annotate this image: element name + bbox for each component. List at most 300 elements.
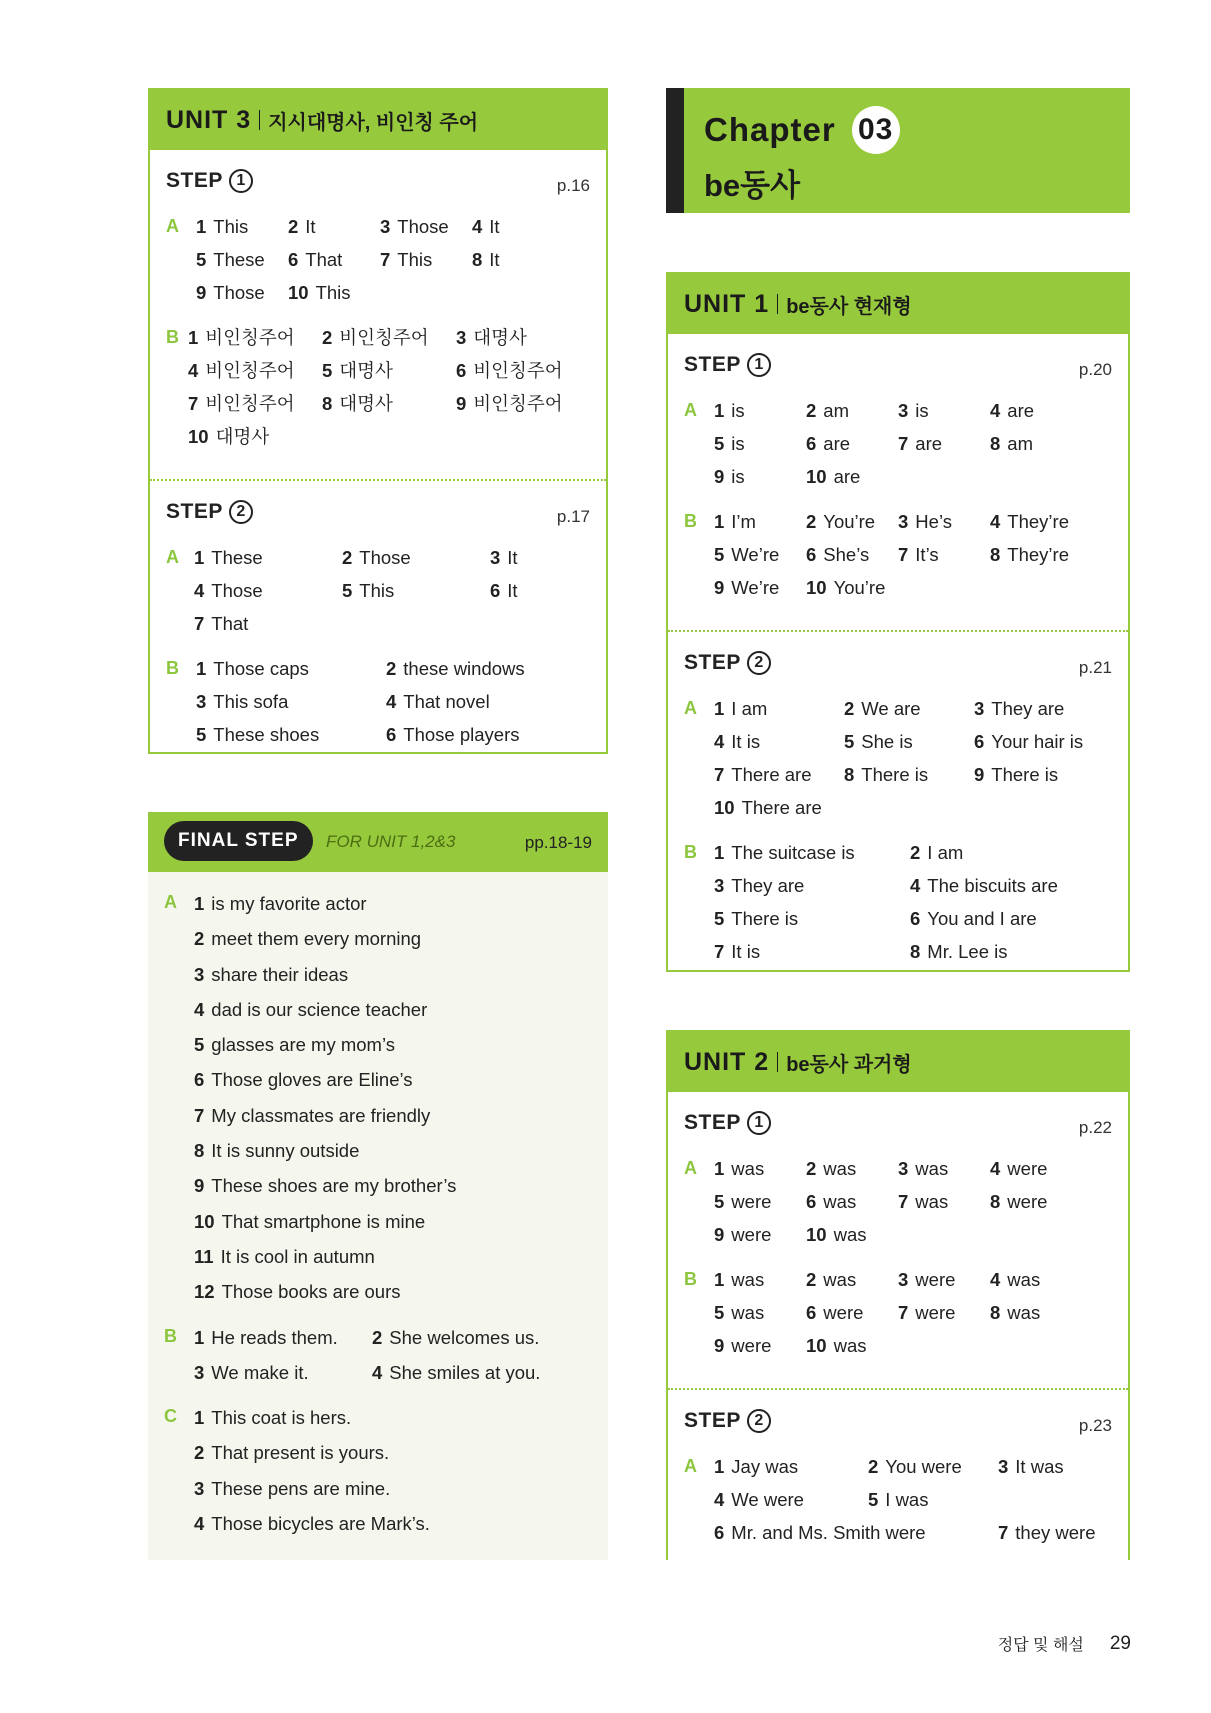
answer-item xyxy=(910,836,1106,869)
answer-grid xyxy=(714,394,1112,493)
step-number-badge: 1 xyxy=(229,169,253,193)
item-number: 4 xyxy=(188,360,199,381)
item-number: 8 xyxy=(194,1140,205,1162)
answer-item xyxy=(194,1355,372,1390)
answer-item xyxy=(194,1027,592,1062)
answer-item xyxy=(714,427,806,460)
answer-item xyxy=(990,394,1082,427)
answer-item xyxy=(288,243,380,276)
item-number: 7 xyxy=(898,544,909,565)
item-answer: The suitcase is xyxy=(731,842,855,863)
item-answer: It is xyxy=(731,941,761,962)
item-number: 9 xyxy=(456,393,467,414)
item-answer: was xyxy=(915,1158,949,1179)
answer-item xyxy=(322,387,456,420)
section-letter-a: A xyxy=(166,547,179,567)
item-number: 6 xyxy=(806,1191,817,1212)
chapter-title: be동사 xyxy=(704,168,801,203)
answer-item xyxy=(196,210,288,243)
item-answer: I’m xyxy=(731,511,756,532)
item-answer: She smiles at you. xyxy=(389,1361,541,1383)
answer-item xyxy=(196,652,386,685)
item-answer: It xyxy=(305,216,316,237)
item-answer: meet them every morning xyxy=(211,928,422,950)
item-number: 3 xyxy=(456,327,467,348)
item-answer: were xyxy=(915,1302,956,1323)
item-number: 6 xyxy=(806,1302,817,1323)
final-step-subtitle: FOR UNIT 1,2&3 xyxy=(326,832,456,851)
item-number: 1 xyxy=(714,1269,725,1290)
item-answer: She is xyxy=(861,731,913,752)
item-number: 8 xyxy=(990,1302,1001,1323)
item-answer: was xyxy=(823,1269,857,1290)
item-number: 9 xyxy=(714,466,725,487)
answer-grid xyxy=(188,321,590,453)
section-letter-a: A xyxy=(164,892,177,912)
answer-item xyxy=(372,1320,550,1355)
answer-item xyxy=(386,652,576,685)
item-number: 9 xyxy=(196,282,207,303)
answer-item xyxy=(806,1185,898,1218)
item-answer: am xyxy=(823,400,849,421)
item-number: 5 xyxy=(342,580,353,601)
unit-label: UNIT 3 xyxy=(166,105,252,134)
section-a xyxy=(684,1152,1112,1251)
item-answer: was xyxy=(731,1269,765,1290)
item-number: 2 xyxy=(342,547,353,568)
item-answer: Mr. Lee is xyxy=(927,941,1008,962)
answer-item xyxy=(714,869,910,902)
answer-item xyxy=(472,243,564,276)
item-answer: are xyxy=(823,433,851,454)
answer-item xyxy=(194,607,342,640)
item-answer: We’re xyxy=(731,577,780,598)
item-answer: 비인칭주어 xyxy=(339,327,429,348)
item-answer: It xyxy=(489,249,500,270)
item-answer: were xyxy=(1007,1158,1048,1179)
item-answer: There are xyxy=(731,764,812,785)
answer-item xyxy=(974,758,1104,791)
answer-grid xyxy=(714,836,1112,968)
step-2-section xyxy=(150,479,606,777)
item-answer: dad is our science teacher xyxy=(211,998,428,1020)
answer-item xyxy=(456,321,590,354)
answer-item xyxy=(714,538,806,571)
item-answer: She’s xyxy=(823,544,870,565)
answer-item xyxy=(196,718,386,751)
item-answer: There are xyxy=(741,797,822,818)
section-letter-b: B xyxy=(164,1325,177,1346)
item-answer: were xyxy=(1007,1191,1048,1212)
section-b xyxy=(166,652,590,751)
answer-item xyxy=(714,692,844,725)
section-letter-b: B xyxy=(684,511,697,531)
answer-grid xyxy=(714,1450,1112,1549)
answer-item xyxy=(990,1296,1082,1329)
step-number-badge: 1 xyxy=(747,353,771,377)
item-number: 5 xyxy=(844,731,855,752)
item-answer: These shoes are my brother’s xyxy=(211,1175,457,1197)
answer-grid xyxy=(196,652,590,751)
step-label: STEP xyxy=(166,169,223,192)
item-answer: These xyxy=(211,547,263,568)
item-number: 7 xyxy=(714,941,725,962)
item-number: 3 xyxy=(974,698,985,719)
answer-item xyxy=(990,427,1082,460)
item-number: 4 xyxy=(910,875,921,896)
item-answer: That smartphone is mine xyxy=(221,1210,426,1232)
answer-item xyxy=(196,276,288,309)
section-b xyxy=(166,321,590,453)
item-answer: You and I are xyxy=(927,908,1037,929)
item-number: 3 xyxy=(194,1361,205,1383)
page-footer xyxy=(998,1632,1131,1655)
item-answer: It is sunny outside xyxy=(211,1140,360,1162)
item-number: 9 xyxy=(974,764,985,785)
answer-item xyxy=(188,420,322,453)
item-answer: Those gloves are Eline’s xyxy=(211,1069,413,1091)
item-answer: 비인칭주어 xyxy=(205,393,295,414)
step-number-badge: 2 xyxy=(747,651,771,675)
item-number: 2 xyxy=(372,1326,383,1348)
answer-item xyxy=(714,1263,806,1296)
item-number: 2 xyxy=(806,1158,817,1179)
item-number: 6 xyxy=(806,433,817,454)
item-number: 6 xyxy=(288,249,299,270)
item-answer: That novel xyxy=(403,691,490,712)
unit-label: UNIT 1 xyxy=(684,289,770,318)
item-number: 3 xyxy=(898,1158,909,1179)
answer-item xyxy=(898,394,990,427)
answer-item xyxy=(386,685,576,718)
answer-item xyxy=(998,1516,1108,1549)
item-number: 9 xyxy=(714,1335,725,1356)
item-answer: It is xyxy=(731,731,761,752)
answer-item xyxy=(714,791,844,824)
page-ref: p.17 xyxy=(556,507,590,526)
answer-item xyxy=(806,1218,898,1251)
answer-item xyxy=(844,725,974,758)
item-answer: Those caps xyxy=(213,658,309,679)
section-a xyxy=(166,541,590,640)
item-answer: Those xyxy=(359,547,411,568)
item-answer: We make it. xyxy=(211,1361,309,1383)
answer-item xyxy=(194,574,342,607)
item-answer: It was xyxy=(1015,1456,1064,1477)
item-number: 9 xyxy=(194,1175,205,1197)
answer-item xyxy=(472,210,564,243)
answer-item xyxy=(714,902,910,935)
item-number: 4 xyxy=(194,1513,205,1535)
answer-item xyxy=(188,354,322,387)
item-number: 4 xyxy=(990,1269,1001,1290)
item-number: 4 xyxy=(194,580,205,601)
item-answer: 대명사 xyxy=(339,393,393,414)
answer-item xyxy=(990,1152,1082,1185)
item-number: 4 xyxy=(990,511,1001,532)
section-letter-b: B xyxy=(684,1269,697,1289)
item-number: 8 xyxy=(990,544,1001,565)
item-answer: is xyxy=(731,466,745,487)
answer-item xyxy=(194,1239,592,1274)
item-number: 7 xyxy=(380,249,391,270)
item-answer: Those bicycles are Mark’s. xyxy=(211,1513,430,1535)
answer-item xyxy=(868,1450,998,1483)
answer-item xyxy=(898,427,990,460)
item-number: 6 xyxy=(974,731,985,752)
item-number: 10 xyxy=(194,1210,215,1232)
answer-item xyxy=(844,758,974,791)
item-answer: 대명사 xyxy=(339,360,393,381)
step-2-section xyxy=(668,630,1128,994)
item-number: 2 xyxy=(806,511,817,532)
item-answer: There is xyxy=(861,764,929,785)
page-ref: pp.18-19 xyxy=(524,833,592,852)
answer-item xyxy=(380,210,472,243)
item-number: 12 xyxy=(194,1281,215,1303)
unit3-header xyxy=(150,90,606,150)
item-number: 11 xyxy=(194,1245,214,1267)
item-answer: It xyxy=(489,216,500,237)
section-a xyxy=(684,692,1112,824)
step-label: STEP xyxy=(684,1409,741,1432)
answer-item xyxy=(806,505,898,538)
answer-item xyxy=(974,725,1104,758)
answer-item xyxy=(386,718,576,751)
item-number: 8 xyxy=(472,249,483,270)
item-number: 5 xyxy=(714,1302,725,1323)
item-number: 1 xyxy=(714,698,725,719)
answer-item xyxy=(194,1506,592,1541)
answer-item xyxy=(714,1152,806,1185)
answer-item xyxy=(194,1400,592,1435)
answer-item xyxy=(194,1098,592,1133)
step-label: STEP xyxy=(684,1111,741,1134)
answer-item xyxy=(910,869,1106,902)
item-number: 4 xyxy=(386,691,397,712)
item-answer: Those books are ours xyxy=(221,1281,401,1303)
item-answer: These pens are mine. xyxy=(211,1477,391,1499)
item-answer: is my favorite actor xyxy=(211,893,367,914)
answer-item xyxy=(806,1296,898,1329)
item-number: 4 xyxy=(372,1361,383,1383)
item-answer: Jay was xyxy=(731,1456,799,1477)
item-answer: We’re xyxy=(731,544,780,565)
answer-item xyxy=(188,387,322,420)
divider xyxy=(777,294,778,314)
answer-grid xyxy=(714,692,1112,824)
item-number: 5 xyxy=(322,360,333,381)
item-answer: I am xyxy=(927,842,964,863)
item-number: 5 xyxy=(714,1191,725,1212)
item-answer: Those xyxy=(213,282,265,303)
item-answer: 비인칭주어 xyxy=(205,327,295,348)
item-number: 2 xyxy=(322,327,333,348)
answer-item xyxy=(288,276,380,309)
answer-item xyxy=(194,1168,592,1203)
step-heading xyxy=(684,350,1112,380)
item-number: 3 xyxy=(490,547,501,568)
answer-grid xyxy=(714,505,1112,604)
final-step-box xyxy=(148,812,608,1560)
answer-grid xyxy=(714,1152,1112,1251)
item-number: 2 xyxy=(386,658,397,679)
item-answer: is xyxy=(731,400,745,421)
step-label: STEP xyxy=(684,651,741,674)
item-number: 7 xyxy=(898,1302,909,1323)
answer-item xyxy=(714,725,844,758)
answer-item xyxy=(714,1296,806,1329)
answer-item xyxy=(714,505,806,538)
answer-item xyxy=(194,957,592,992)
item-answer: are xyxy=(833,466,861,487)
item-number: 1 xyxy=(194,1326,205,1348)
answer-item xyxy=(898,538,990,571)
item-number: 6 xyxy=(386,724,397,745)
item-answer: 대명사 xyxy=(215,426,270,447)
item-answer: The biscuits are xyxy=(927,875,1058,896)
item-answer: We were xyxy=(731,1489,804,1510)
item-answer: is xyxy=(915,400,929,421)
item-answer: You were xyxy=(885,1456,962,1477)
step-heading xyxy=(684,1108,1112,1138)
answer-item xyxy=(806,460,898,493)
answer-item xyxy=(194,1435,592,1470)
answer-item xyxy=(806,1263,898,1296)
item-answer: This xyxy=(315,282,351,303)
item-answer: It’s xyxy=(915,544,939,565)
answer-item xyxy=(714,1483,868,1516)
answer-item xyxy=(372,1355,550,1390)
section-a xyxy=(164,886,592,1310)
unit-title: be동사 과거형 xyxy=(786,1053,912,1076)
item-answer: was xyxy=(915,1191,949,1212)
answer-item xyxy=(714,935,910,968)
item-number: 7 xyxy=(714,764,725,785)
section-c xyxy=(164,1400,592,1541)
answer-item xyxy=(806,1152,898,1185)
item-number: 2 xyxy=(844,698,855,719)
footer-text: 정답 및 해설 xyxy=(997,1637,1084,1654)
item-answer: That present is yours. xyxy=(211,1442,390,1464)
item-answer: That xyxy=(305,249,343,270)
page-ref: p.20 xyxy=(1078,360,1112,379)
item-number: 1 xyxy=(194,547,205,568)
item-answer: were xyxy=(731,1191,772,1212)
item-number: 2 xyxy=(806,400,817,421)
item-answer: Those xyxy=(211,580,263,601)
item-answer: these windows xyxy=(403,658,525,679)
answer-grid xyxy=(194,886,592,1310)
step-heading xyxy=(166,166,590,196)
answer-item xyxy=(910,902,1106,935)
step-2-section xyxy=(668,1388,1128,1575)
answer-item xyxy=(990,1185,1082,1218)
item-answer: You’re xyxy=(823,511,876,532)
answer-item xyxy=(380,243,472,276)
item-number: 5 xyxy=(194,1034,205,1056)
step-label: STEP xyxy=(166,500,223,523)
item-number: 1 xyxy=(714,1158,725,1179)
answer-grid xyxy=(714,1263,1112,1362)
answer-item xyxy=(844,692,974,725)
item-number: 1 xyxy=(714,842,725,863)
item-number: 6 xyxy=(456,360,467,381)
answer-item xyxy=(342,541,490,574)
item-number: 5 xyxy=(714,544,725,565)
item-answer: were xyxy=(731,1224,772,1245)
item-number: 10 xyxy=(714,797,735,818)
chapter-bar xyxy=(666,88,684,213)
answer-item xyxy=(194,1320,372,1355)
item-number: 4 xyxy=(472,216,483,237)
item-number: 1 xyxy=(194,1407,205,1429)
section-letter-b: B xyxy=(684,842,697,862)
item-answer: were xyxy=(731,1335,772,1356)
answer-item xyxy=(714,1218,806,1251)
section-a xyxy=(684,394,1112,493)
item-answer: is xyxy=(731,433,745,454)
item-answer: was xyxy=(1007,1269,1041,1290)
unit2-box xyxy=(666,1030,1130,1560)
answer-item xyxy=(990,538,1082,571)
item-number: 6 xyxy=(910,908,921,929)
answer-item xyxy=(806,571,898,604)
section-letter-a: A xyxy=(684,1158,697,1178)
item-number: 9 xyxy=(714,1224,725,1245)
item-answer: was xyxy=(731,1158,765,1179)
item-number: 2 xyxy=(194,928,205,950)
unit-label: UNIT 2 xyxy=(684,1047,770,1076)
item-answer: This xyxy=(359,580,395,601)
item-answer: This coat is hers. xyxy=(211,1407,352,1429)
answer-item xyxy=(806,394,898,427)
item-number: 3 xyxy=(898,511,909,532)
section-letter-a: A xyxy=(166,216,179,236)
item-number: 5 xyxy=(714,433,725,454)
item-answer: Those xyxy=(397,216,449,237)
item-number: 3 xyxy=(194,963,205,985)
item-number: 9 xyxy=(714,577,725,598)
answer-item xyxy=(194,1274,592,1309)
item-number: 8 xyxy=(990,1191,1001,1212)
answer-item xyxy=(990,505,1082,538)
answer-item xyxy=(322,354,456,387)
item-answer: It xyxy=(507,580,518,601)
item-number: 2 xyxy=(868,1456,879,1477)
answer-item xyxy=(714,758,844,791)
step-1-section xyxy=(150,150,606,479)
item-answer: We are xyxy=(861,698,921,719)
answer-item xyxy=(194,1204,592,1239)
item-answer: It xyxy=(507,547,518,568)
answer-item xyxy=(342,574,490,607)
answer-item xyxy=(490,541,590,574)
item-number: 1 xyxy=(714,400,725,421)
item-answer: was xyxy=(833,1224,867,1245)
answer-item xyxy=(714,460,806,493)
item-answer: They’re xyxy=(1007,511,1069,532)
answer-item xyxy=(898,1185,990,1218)
item-answer: That xyxy=(211,613,249,634)
answer-item xyxy=(196,243,288,276)
item-answer: share their ideas xyxy=(211,963,349,985)
item-number: 10 xyxy=(288,282,309,303)
item-answer: I am xyxy=(731,698,768,719)
item-number: 3 xyxy=(898,400,909,421)
step-label: STEP xyxy=(684,353,741,376)
item-number: 1 xyxy=(714,1456,725,1477)
